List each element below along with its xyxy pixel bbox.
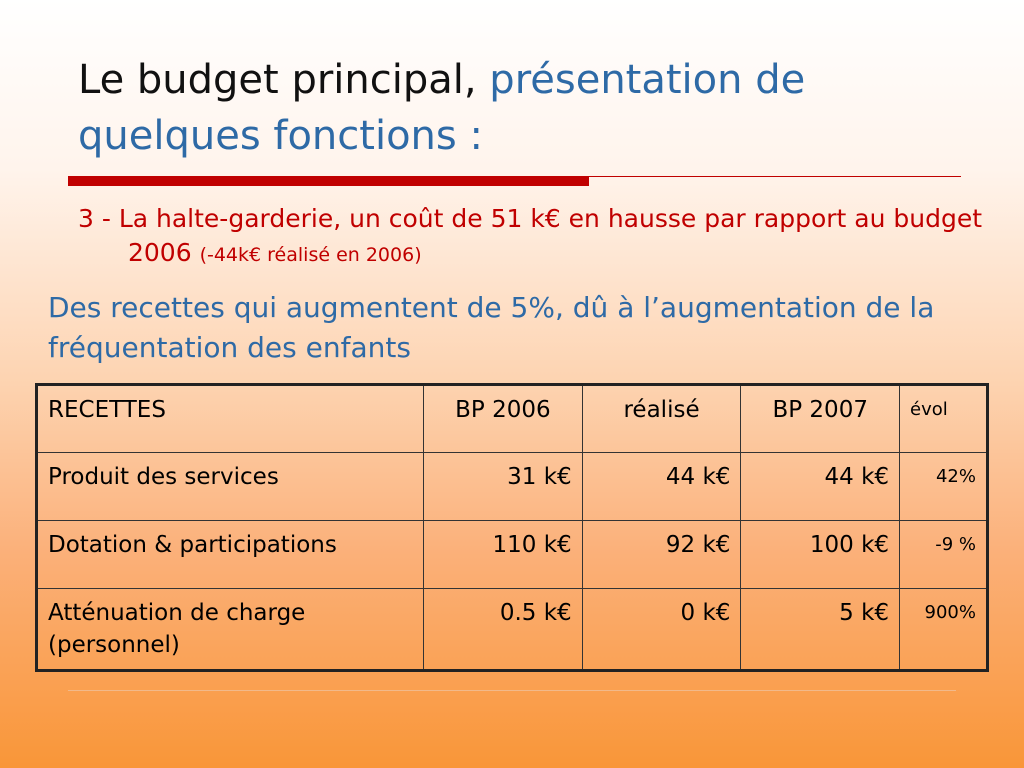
table-cell: 31 k€ xyxy=(424,453,583,521)
table-cell: 92 k€ xyxy=(582,521,741,589)
table-cell: Atténuation de charge (personnel) xyxy=(37,589,424,671)
footer-divider xyxy=(68,690,956,691)
title-underline-thick xyxy=(68,176,589,186)
table-cell: 42% xyxy=(900,453,988,521)
header-cell: RECETTES xyxy=(37,385,424,453)
subtitle-recettes: Des recettes qui augmentent de 5%, dû à l’augmentation de la fréquentation des enfants xyxy=(48,291,935,364)
point-main-text: 3 - La halte-garderie, un coût de 51 k€ en hausse par rapport au budget 2006 xyxy=(78,204,983,267)
recettes-table xyxy=(35,383,989,672)
table-cell: 44 k€ xyxy=(741,453,900,521)
header-cell: BP 2007 xyxy=(741,385,900,453)
title-main: Le budget principal, xyxy=(78,57,490,103)
table-cell: 900% xyxy=(900,589,988,671)
table-cell: Produit des services xyxy=(37,453,424,521)
point-halte-garderie xyxy=(78,202,1024,272)
table-cell: 100 k€ xyxy=(741,521,900,589)
header-cell: évol xyxy=(900,385,988,453)
point-note: (-44k€ réalisé en 2006) xyxy=(199,244,422,266)
title-accent: présentation de quelques fonctions : xyxy=(78,57,806,159)
header-cell: réalisé xyxy=(582,385,741,453)
table-header-row xyxy=(37,385,988,453)
table-cell: 5 k€ xyxy=(741,589,900,671)
table-row xyxy=(37,589,988,671)
table-cell: -9 % xyxy=(900,521,988,589)
table-row xyxy=(37,521,988,589)
table-cell: 0.5 k€ xyxy=(424,589,583,671)
slide-title xyxy=(78,52,978,164)
title-underline-thin xyxy=(589,176,961,177)
table-row xyxy=(37,453,988,521)
table-cell: 0 k€ xyxy=(582,589,741,671)
table-cell: Dotation & participations xyxy=(37,521,424,589)
header-cell: BP 2006 xyxy=(424,385,583,453)
table-cell: 44 k€ xyxy=(582,453,741,521)
table-cell: 110 k€ xyxy=(424,521,583,589)
